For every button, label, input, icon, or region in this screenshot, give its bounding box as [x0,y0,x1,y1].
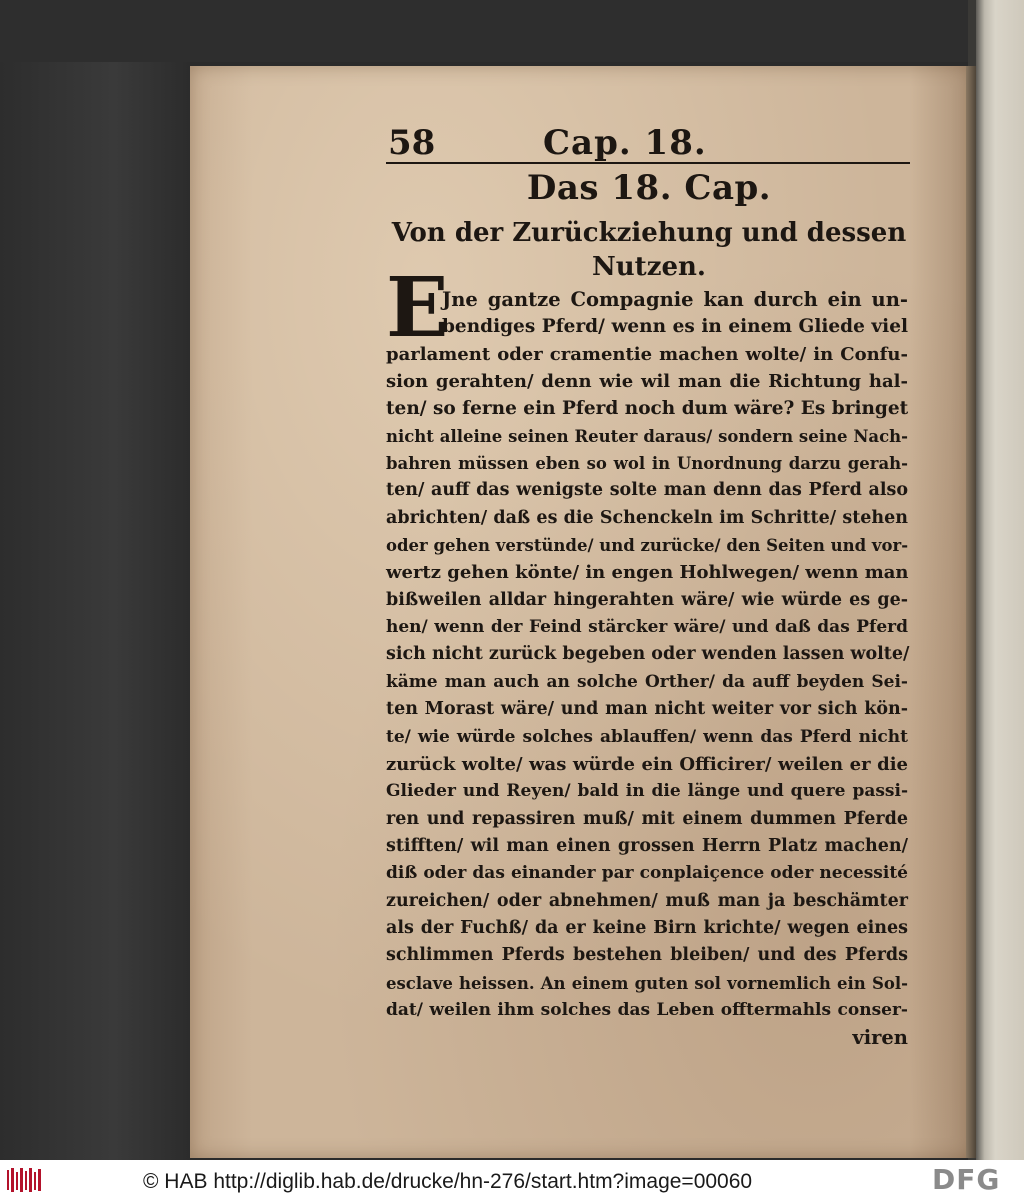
text-line: sion gerahten/ denn wie wil man die Richtung hal- [386,371,908,393]
hab-logo-icon [6,1166,44,1194]
running-head [386,123,912,163]
text-line: viren [852,1026,908,1050]
text-line: bendiges Pferd/ wenn es in einem Gliede viel [442,316,908,338]
text-line: Glieder und Reyen/ bald in die länge und quere passi- [386,781,908,802]
text-line: zurück wolte/ was würde ein Officirer/ weilen er die [386,753,908,775]
page-number: 58 [388,123,436,163]
text-line: diß oder das einander par conplaiçence oder necessité [386,863,908,884]
copyright-source-text: © HAB http://diglib.hab.de/drucke/hn-276/start.htm?image=00060 [143,1170,753,1193]
text-line: ten/ so ferne ein Pferd noch dum wäre? Es bringet [386,398,909,420]
text-line: hen/ wenn der Feind stärcker wäre/ und daß das Pferd [386,617,908,638]
text-line: bahren müssen eben so wol in Unordnung darzu gerah- [386,454,908,474]
scanner-background-top [0,0,1024,62]
subtitle-line-2: Nutzen. [592,252,706,282]
text-line: oder gehen verstünde/ und zurücke/ den Seiten und vor- [386,536,909,556]
page-text-block [386,123,912,1050]
text-line: sich nicht zurück begeben oder wenden lassen wolte/ [386,644,910,665]
text-line: ren und repassiren muß/ mit einem dummen Pferde [386,808,908,829]
text-line: parlament oder cramentie machen wolte/ in Confu- [386,343,908,365]
text-line: käme man auch an solche Orther/ da auff beyden Sei- [386,671,908,692]
scanner-background-left [0,62,190,1160]
subtitle-line-1: Von der Zurückziehung und dessen [391,218,907,248]
text-line: te/ wie würde solches ablauffen/ wenn das Pferd nicht [386,726,908,747]
adjacent-page-edge [976,0,1024,1160]
decorated-initial: E [386,260,449,356]
chapter-subtitle [386,212,912,288]
dfg-logo: DFG [932,1163,1001,1196]
text-line: wertz gehen könte/ in engen Hohlwegen/ wenn man [386,562,909,584]
page-gutter-shadow [966,66,976,1158]
text-line: stifften/ wil man einen grossen Herrn Platz machen/ [386,835,908,856]
text-line: als der Fuchß/ da er keine Birn krichte/ wegen eines [386,917,908,938]
text-line: abrichten/ daß es die Schenckeln im Schritte/ stehen [386,507,908,528]
text-line: ten/ auff das wenigste solte man denn das Pferd also [386,480,908,501]
text-line: nicht alleine seinen Reuter daraus/ sondern seine Nach- [386,426,908,446]
text-line: dat/ weilen ihm solches das Leben offtermahls conser- [386,999,908,1020]
body-text [386,286,912,1052]
text-line: zureichen/ oder abnehmen/ muß man ja beschämter [386,890,908,911]
running-head-title: Cap. 18. [543,123,707,163]
text-line: schlimmen Pferds bestehen bleiben/ und des Pferds [386,945,908,966]
header-rule [386,162,910,164]
text-line: esclave heissen. An einem guten sol vornemlich ein Sol- [386,973,908,993]
chapter-title: Das 18. Cap. [526,168,772,208]
text-line: Jne gantze Compagnie kan durch ein un- [442,288,908,311]
text-line: bißweilen alldar hingerahten wäre/ wie würde es ge- [386,589,908,610]
text-line: ten Morast wäre/ und man nicht weiter vor sich kön- [386,699,908,720]
